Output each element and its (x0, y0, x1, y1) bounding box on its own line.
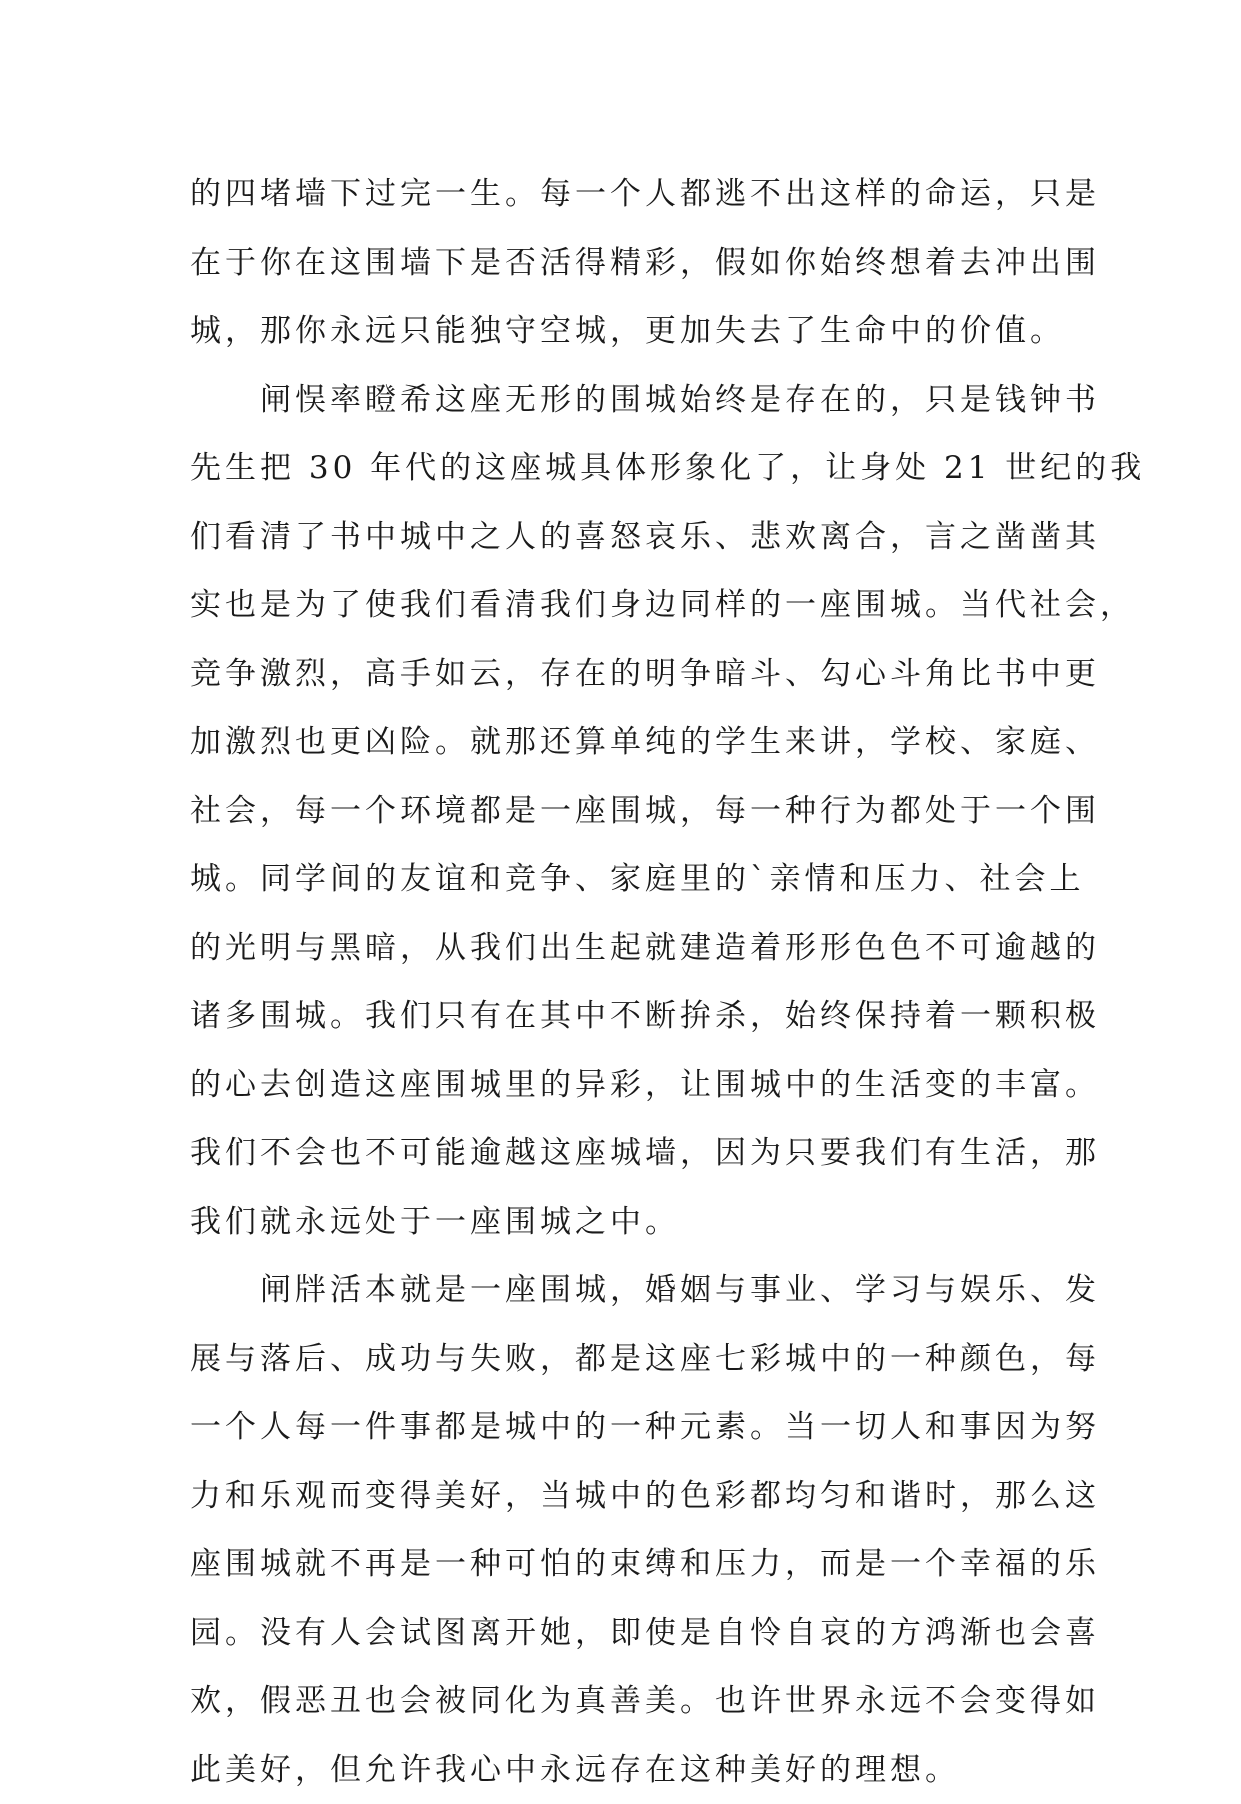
text-line: 城。同学间的友谊和竞争、家庭里的`亲情和压力、社会上 (190, 845, 1070, 914)
text-line: 加激烈也更凶险。就那还算单纯的学生来讲，学校、家庭、 (190, 708, 1070, 777)
text-line: 园。没有人会试图离开她，即使是自怜自哀的方鸿渐也会喜 (190, 1599, 1070, 1668)
text-line: 座围城就不再是一种可怕的束缚和压力，而是一个幸福的乐 (190, 1530, 1070, 1599)
text-line: 此美好，但允许我心中永远存在这种美好的理想。 (190, 1736, 1070, 1804)
text-line: 我们不会也不可能逾越这座城墙，因为只要我们有生活，那 (190, 1119, 1070, 1188)
text-line: 我们就永远处于一座围城之中。 (190, 1188, 1070, 1257)
text-line: 城，那你永远只能独守空城，更加失去了生命中的价值。 (190, 297, 1070, 366)
text-line: 欢，假恶丑也会被同化为真善美。也许世界永远不会变得如 (190, 1667, 1070, 1736)
text-line: 的光明与黑暗，从我们出生起就建造着形形色色不可逾越的 (190, 914, 1070, 983)
text-line: 的心去创造这座围城里的异彩，让围城中的生活变的丰富。 (190, 1051, 1070, 1120)
text-line: 在于你在这围墙下是否活得精彩，假如你始终想着去冲出围 (190, 229, 1070, 298)
text-line: 闸牉活本就是一座围城，婚姻与事业、学习与娱乐、发 (190, 1256, 1070, 1325)
body-text (190, 160, 1070, 1804)
text-line: 力和乐观而变得美好，当城中的色彩都均匀和谐时，那么这 (190, 1462, 1070, 1531)
text-line: 诸多围城。我们只有在其中不断拚杀，始终保持着一颗积极 (190, 982, 1070, 1051)
text-line: 竞争激烈，高手如云，存在的明争暗斗、勾心斗角比书中更 (190, 640, 1070, 709)
text-line: 们看清了书中城中之人的喜怒哀乐、悲欢离合，言之凿凿其 (190, 503, 1070, 572)
text-line: 展与落后、成功与失败，都是这座七彩城中的一种颜色，每 (190, 1325, 1070, 1394)
text-line: 的四堵墙下过完一生。每一个人都逃不出这样的命运，只是 (190, 160, 1070, 229)
text-line: 一个人每一件事都是城中的一种元素。当一切人和事因为努 (190, 1393, 1070, 1462)
text-line: 闸悮率瞪希这座无形的围城始终是存在的，只是钱钟书 (190, 366, 1070, 435)
text-line: 社会，每一个环境都是一座围城，每一种行为都处于一个围 (190, 777, 1070, 846)
text-line: 实也是为了使我们看清我们身边同样的一座围城。当代社会， (190, 571, 1070, 640)
text-line: 先生把 30 年代的这座城具体形象化了，让身处 21 世纪的我 (190, 434, 1070, 503)
